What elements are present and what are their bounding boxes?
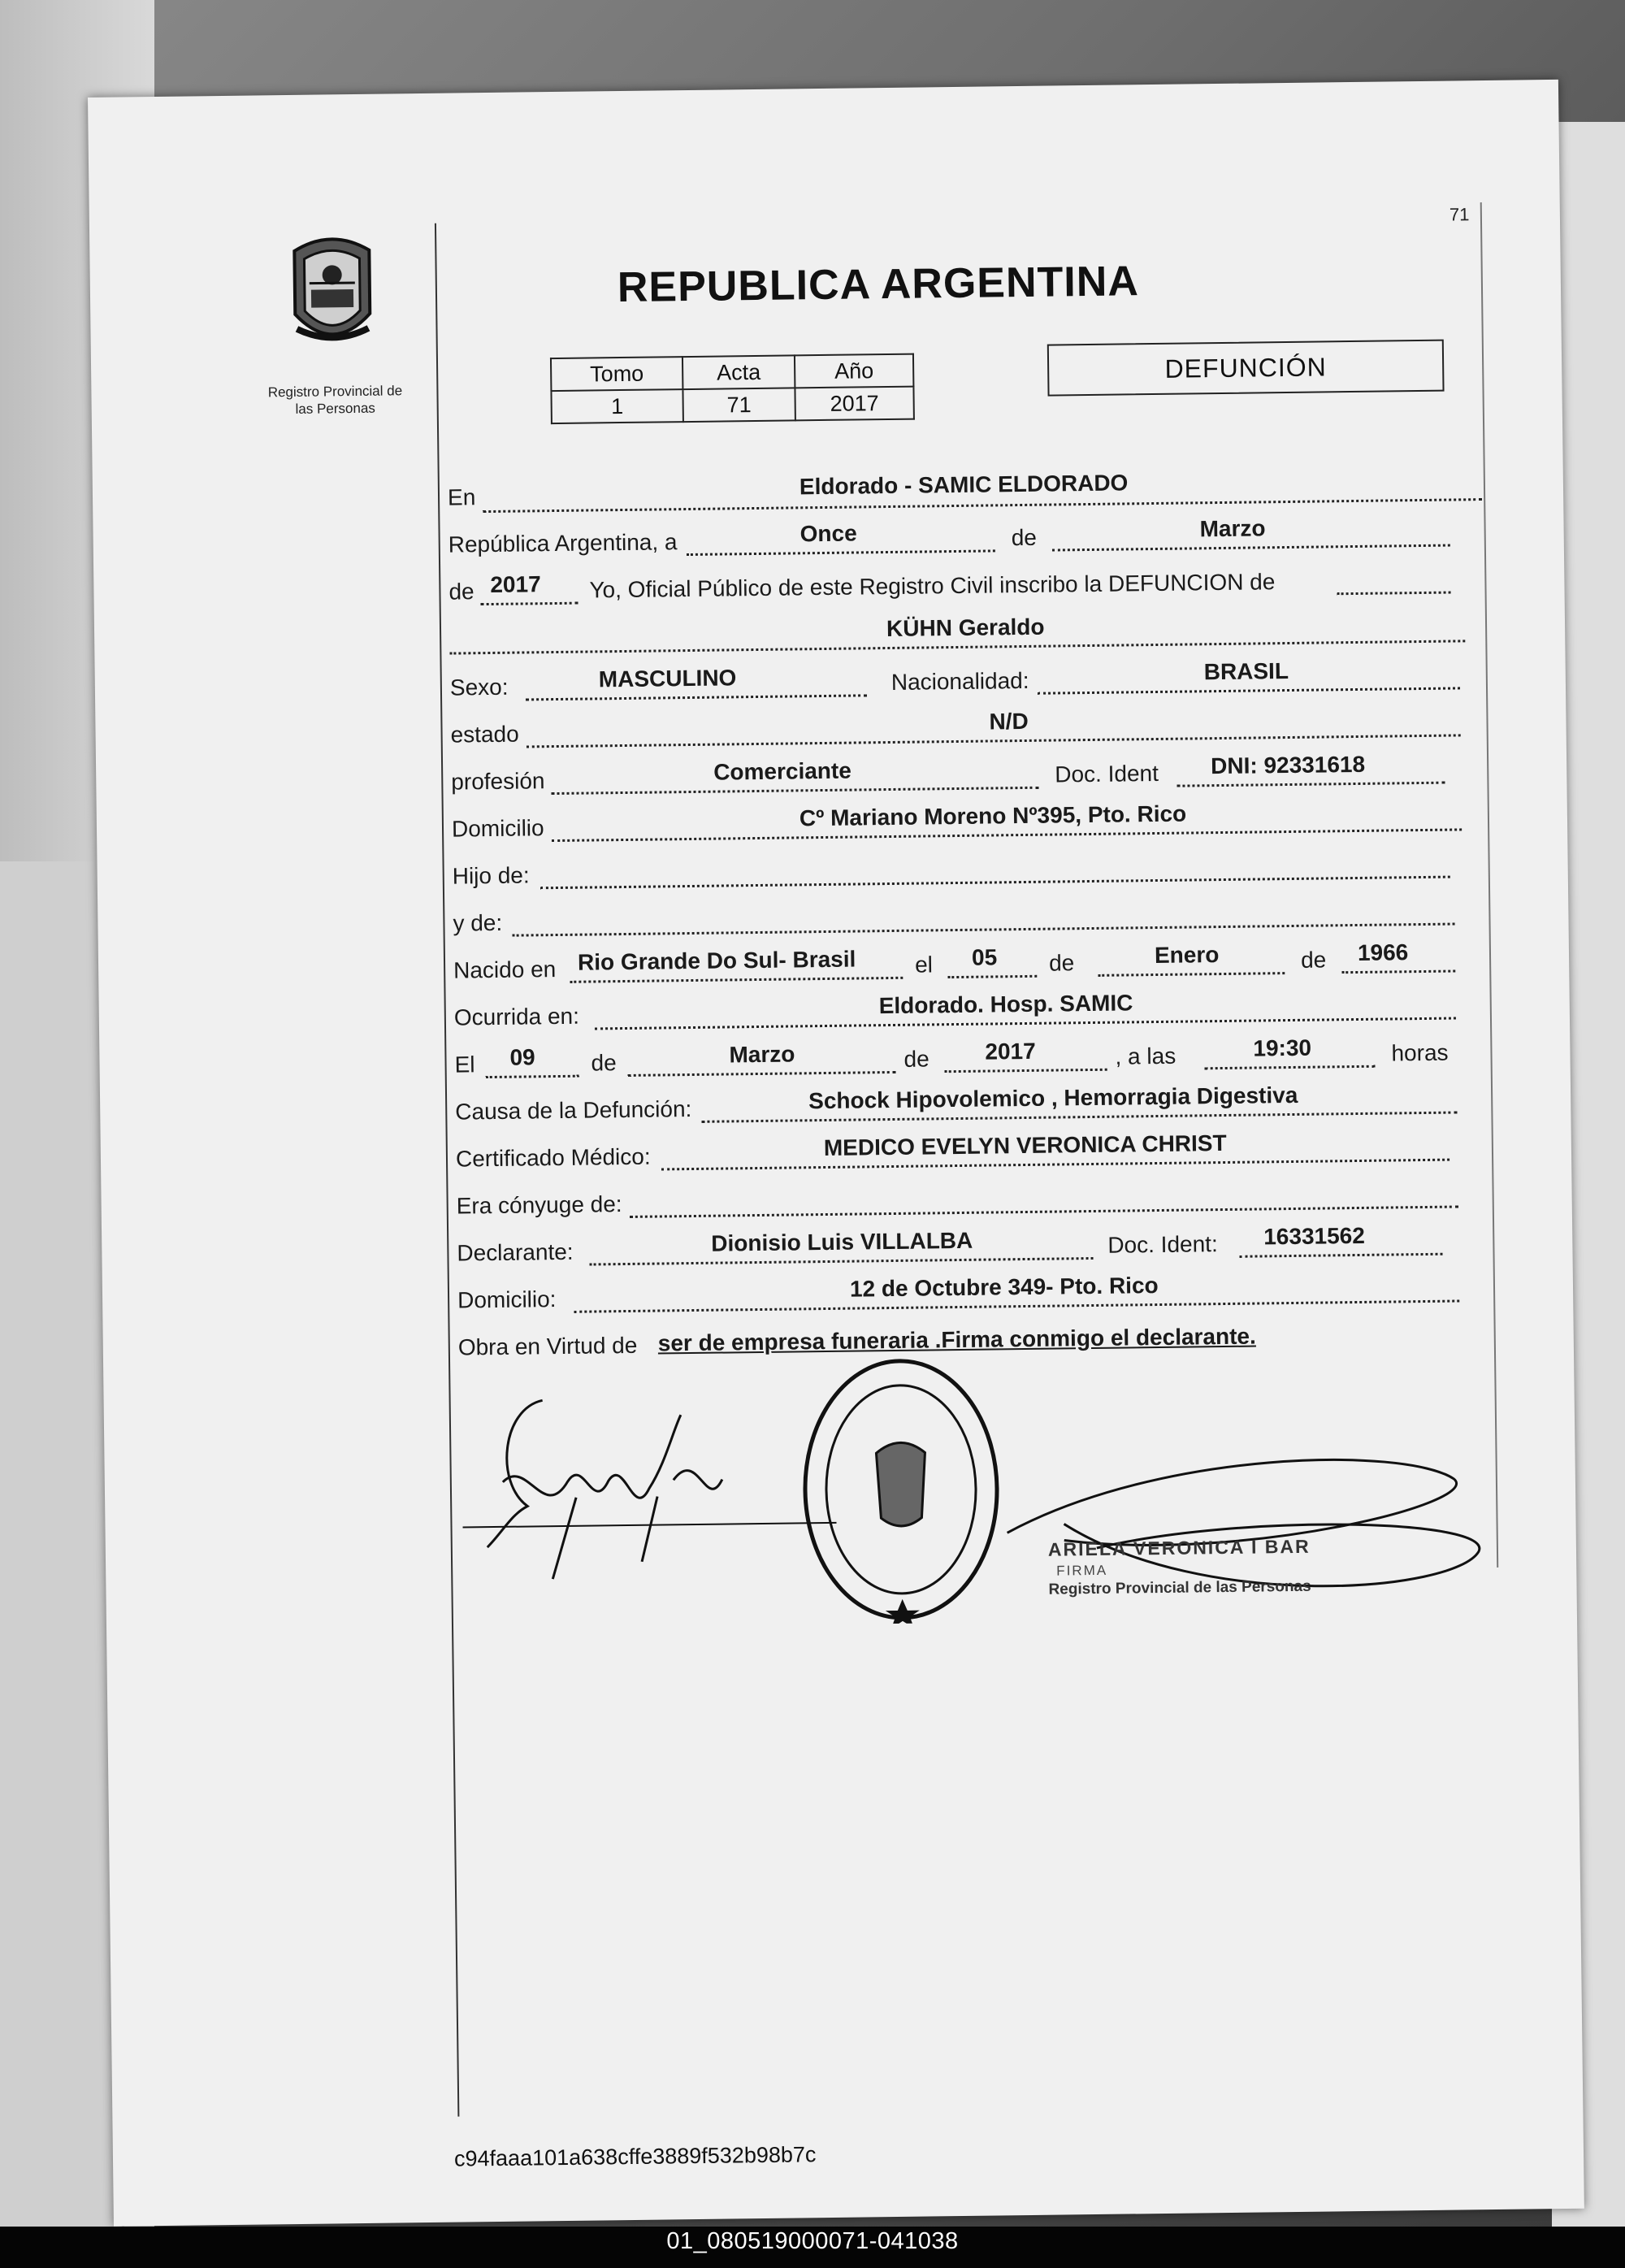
ocurrida-line xyxy=(595,1017,1456,1030)
conyuge-line xyxy=(630,1205,1458,1217)
causa-value: Schock Hipovolemico , Hemorragia Digestiva xyxy=(808,1082,1298,1114)
declarante-line xyxy=(590,1257,1094,1266)
republica-label: República Argentina, a xyxy=(448,529,678,557)
conyuge-label: Era cónyuge de: xyxy=(456,1191,622,1219)
doc-ident-line xyxy=(1176,782,1445,787)
hijo-label: Hijo de: xyxy=(452,862,530,889)
official-role: FIRMA xyxy=(1056,1562,1108,1579)
record-type-box: DEFUNCIÓN xyxy=(1047,340,1445,397)
sexo-value: MASCULINO xyxy=(598,665,737,692)
nacido-label: Nacido en xyxy=(453,956,557,983)
doc-ident-value: DNI: 92331618 xyxy=(1210,751,1366,779)
mes-line xyxy=(1052,544,1450,552)
de-anio-label: de xyxy=(448,579,474,605)
doc-ident-label: Doc. Ident xyxy=(1055,760,1159,787)
nacionalidad-line xyxy=(1038,687,1460,694)
nombre-value: KÜHN Geraldo xyxy=(886,614,1045,642)
nacionalidad-label: Nacionalidad: xyxy=(890,667,1029,695)
profesion-value: Comerciante xyxy=(713,757,852,785)
tomo-value: 1 xyxy=(551,389,682,423)
decl-doc-value: 16331562 xyxy=(1263,1222,1365,1250)
obra-label: Obra en Virtud de xyxy=(457,1332,638,1360)
death-certificate-page xyxy=(88,80,1584,2227)
acta-value: 71 xyxy=(682,388,795,422)
domicilio-value: Cº Mariano Moreno Nº395, Pto. Rico xyxy=(799,800,1187,831)
en-label: En xyxy=(447,484,476,510)
sexo-line xyxy=(526,694,867,700)
nac-dia-value: 05 xyxy=(971,944,998,970)
yde-label: y de: xyxy=(453,909,503,936)
scan-id: 01_080519000071-041038 xyxy=(666,2228,959,2254)
official-office: Registro Provincial de las Personas xyxy=(1048,1577,1311,1598)
causa-label: Causa de la Defunción: xyxy=(455,1096,692,1125)
volume-table xyxy=(550,353,915,424)
nac-de2-label: de xyxy=(1300,947,1327,973)
estado-value: N/D xyxy=(989,708,1029,735)
profesion-label: profesión xyxy=(451,768,545,795)
official-name: ARIELA VERONICA I BAR xyxy=(1047,1535,1311,1560)
def-mes-value: Marzo xyxy=(729,1041,795,1068)
nac-de-label: de xyxy=(1048,950,1075,976)
registry-caption: Registro Provincial de las Personas xyxy=(267,383,403,417)
dia-value: Once xyxy=(800,520,857,547)
nac-anio-value: 1966 xyxy=(1357,939,1409,965)
estado-label: estado xyxy=(450,721,519,748)
declarante-label: Declarante: xyxy=(457,1238,574,1266)
def-mes-line xyxy=(628,1071,896,1077)
registry-stamp xyxy=(798,1354,1004,1624)
document-hash: c94faaa101a638cffe3889f532b98b7c xyxy=(453,2142,817,2171)
acta-header: Acta xyxy=(682,355,795,389)
def-de-label: de xyxy=(591,1050,617,1076)
obra-value: ser de empresa funeraria .Firma conmigo el declarante. xyxy=(657,1323,1256,1356)
nac-anio-line xyxy=(1341,970,1455,974)
def-dia-value: 09 xyxy=(509,1044,535,1070)
de-label: de xyxy=(1011,524,1038,551)
anio-line xyxy=(481,602,578,605)
hora-line xyxy=(1205,1065,1376,1070)
nac-dia-line xyxy=(947,975,1037,978)
def-de2-label: de xyxy=(904,1046,930,1072)
domicilio-label: Domicilio xyxy=(451,815,544,842)
decl-doc-line xyxy=(1240,1253,1443,1258)
nacido-lugar-line xyxy=(570,977,903,983)
decl-domicilio-label: Domicilio: xyxy=(457,1286,557,1313)
el-label: el xyxy=(914,952,934,978)
nacido-lugar-value: Rio Grande Do Sul- Brasil xyxy=(577,946,856,975)
nac-mes-value: Enero xyxy=(1154,942,1220,969)
nombre-line xyxy=(449,640,1465,654)
decl-domicilio-line xyxy=(574,1299,1459,1312)
estado-line xyxy=(526,734,1461,748)
hora-value: 19:30 xyxy=(1253,1034,1312,1061)
inscribo-line xyxy=(1337,592,1451,596)
profesion-line xyxy=(551,787,1038,795)
dia-line xyxy=(687,549,995,556)
page-number: 71 xyxy=(1449,204,1470,225)
certificado-label: Certificado Médico: xyxy=(455,1143,651,1172)
inscribo-text: Yo, Oficial Público de este Registro Civil inscribo la DEFUNCION de xyxy=(589,569,1276,603)
anio-value: 2017 xyxy=(490,571,541,597)
yde-line xyxy=(513,923,1455,937)
certificado-value: MEDICO EVELYN VERONICA CHRIST xyxy=(823,1130,1227,1161)
def-dia-line xyxy=(486,1075,579,1078)
anio-value: 2017 xyxy=(795,387,913,421)
anio-header: Año xyxy=(795,354,913,388)
mes-value: Marzo xyxy=(1199,515,1266,542)
declarant-signature xyxy=(453,1381,845,1597)
ocurrida-label: Ocurrida en: xyxy=(453,1003,580,1030)
El-label: El xyxy=(454,1052,475,1078)
alas-label: , a las xyxy=(1115,1043,1176,1069)
nacionalidad-value: BRASIL xyxy=(1203,657,1289,685)
ocurrida-value: Eldorado. Hosp. SAMIC xyxy=(878,990,1133,1019)
hijo-line xyxy=(540,876,1450,890)
misiones-emblem-icon xyxy=(284,232,380,355)
horas-label: horas xyxy=(1391,1039,1449,1066)
def-anio-line xyxy=(945,1069,1107,1073)
tomo-header: Tomo xyxy=(551,357,682,391)
en-line xyxy=(483,498,1482,513)
document-title: REPUBLICA ARGENTINA xyxy=(617,258,1140,312)
def-anio-value: 2017 xyxy=(985,1038,1036,1065)
sexo-label: Sexo: xyxy=(449,674,509,700)
right-margin-line xyxy=(1480,202,1499,1568)
decl-domicilio-value: 12 de Octubre 349- Pto. Rico xyxy=(849,1273,1159,1302)
decl-doc-label: Doc. Ident: xyxy=(1107,1231,1218,1258)
nac-mes-line xyxy=(1098,972,1285,977)
certificado-line xyxy=(661,1159,1450,1171)
declarante-value: Dionisio Luis VILLALBA xyxy=(711,1227,973,1256)
domicilio-line xyxy=(552,828,1462,842)
en-value: Eldorado - SAMIC ELDORADO xyxy=(799,470,1129,500)
